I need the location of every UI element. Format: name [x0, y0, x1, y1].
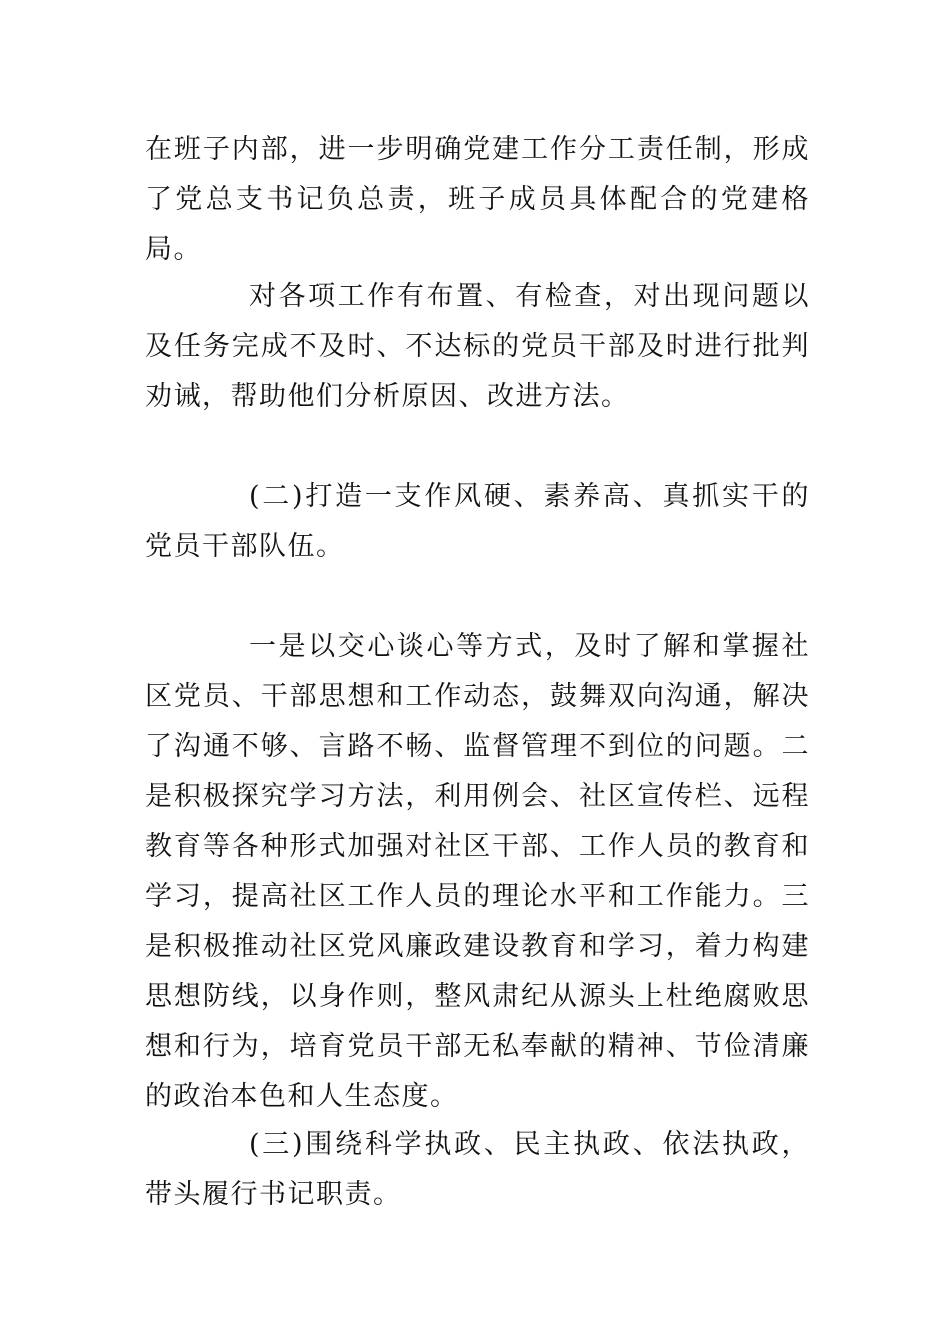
section-heading-2: (二)打造一支作风硬、素养高、真抓实干的党员干部队伍。: [145, 481, 810, 562]
paragraph-cadre-team: 一是以交心谈心等方式，及时了解和掌握社区党员、干部思想和工作动态，鼓舞双向沟通，解决了沟通不够、言路不畅、监督管理不到位的问题。二是积极探究学习方法，利用例会、社区宣传栏、远程教育等各种形式加强对社区干部、工作人员的教育和学习，提高社区工作人员的理论水平和工作能力。三是积极推动社区党风廉政建设教育和学习，着力构建思想防线，以身作则，整风肃纪从源头上杜绝腐败思想和行为，培育党员干部无私奉献的精神、节俭清廉的政治本色和人生态度。: [145, 631, 810, 1112]
paragraph-work-inspection: 对各项工作有布置、有检查，对出现问题以及任务完成不及时、不达标的党员干部及时进行批判劝诫，帮助他们分析原因、改进方法。: [145, 281, 810, 412]
section-heading-3: (三)围绕科学执政、民主执政、依法执政，带头履行书记职责。: [145, 1129, 810, 1210]
paragraph-party-building-division: 在班子内部，进一步明确党建工作分工责任制，形成了党总支书记负总责，班子成员具体配合的党建格局。: [145, 134, 810, 265]
